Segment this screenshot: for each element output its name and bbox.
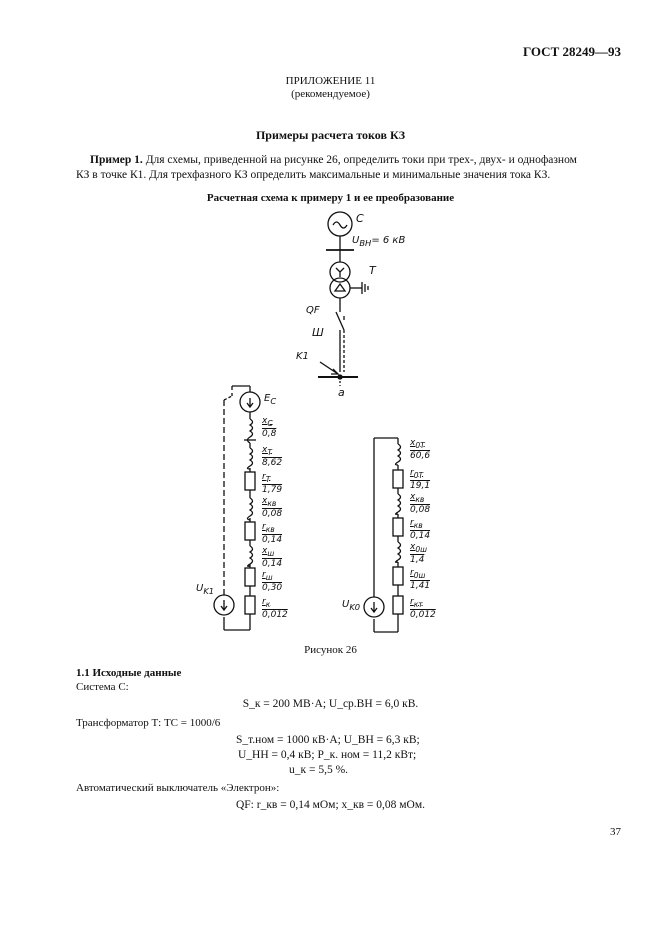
resistor-rkv bbox=[245, 522, 255, 540]
system-formula: S_к = 200 МВ·А; U_ср.ВН = 6,0 кВ. bbox=[242, 698, 419, 710]
appendix-subtitle: (рекомендуемое) bbox=[291, 88, 370, 100]
resistor-rk bbox=[245, 596, 255, 614]
left-elem-6: $r_ш$ 0,30 bbox=[262, 570, 283, 593]
label-source: C bbox=[356, 212, 364, 225]
label-uk0: $U_{K0}$ bbox=[342, 599, 361, 612]
inductor-xsh bbox=[248, 546, 253, 566]
resistor-r0t bbox=[393, 470, 403, 488]
left-elem-4: $r_{кв}$ 0,14 bbox=[262, 522, 283, 545]
label-emf: $E_C$ bbox=[264, 393, 277, 406]
inductor-xkv bbox=[248, 498, 253, 520]
left-elem-7: $r_к$ 0,012 bbox=[262, 597, 288, 620]
right-elem-6: $r_{кт}$ 0,012 bbox=[410, 597, 436, 620]
breaker-label: Автоматический выключатель «Электрон»: bbox=[76, 782, 280, 794]
right-elem-2: $x_{кв}$ 0,08 bbox=[410, 492, 431, 515]
right-elem-3: $r_{кв}$ 0,14 bbox=[410, 518, 431, 541]
label-fault-point: K1 bbox=[296, 351, 309, 362]
label-node: a bbox=[338, 386, 345, 399]
transformer-line-1: S_т.ном = 1000 кВ·А; U_ВН = 6,3 кВ; bbox=[236, 734, 420, 746]
initial-data-heading: 1.1 Исходные данные bbox=[76, 667, 182, 679]
figure-caption: Рисунок 26 bbox=[304, 644, 357, 656]
appendix-title: ПРИЛОЖЕНИЕ 11 bbox=[285, 75, 376, 87]
right-elem-0: $x_{0T}$ 60,6 bbox=[410, 438, 431, 461]
left-elem-0: $x_C$ 0,8 bbox=[262, 416, 277, 439]
resistor-r0sh bbox=[393, 567, 403, 585]
label-voltage: $U_{ВН}= 6$ кВ bbox=[352, 235, 406, 248]
inductor-x0t bbox=[396, 444, 401, 465]
system-label: Система С: bbox=[76, 681, 129, 693]
resistor-rkv-0 bbox=[393, 518, 403, 536]
inductor-xt bbox=[248, 448, 253, 469]
example-text: Для схемы, приведенной на рисунке 26, определить токи при трех-, двух- и однофазном КЗ в точке К1. Для трехфазного КЗ определить максимальные и минимальные значения тока КЗ. bbox=[76, 154, 577, 181]
right-elem-4: $x_{0ш}$ 1,4 bbox=[410, 542, 427, 565]
label-uk1: $U_{K1}$ bbox=[196, 583, 215, 596]
resistor-rsh bbox=[245, 568, 255, 586]
left-elem-5: $x_ш$ 0,14 bbox=[262, 546, 283, 569]
label-bus: Ш bbox=[312, 326, 324, 339]
inductor-xkv-0 bbox=[396, 494, 401, 514]
left-elem-2: $r_T$ 1,79 bbox=[262, 472, 283, 495]
label-breaker: QF bbox=[306, 305, 320, 316]
right-elem-5: $r_{0ш}$ 1,41 bbox=[410, 568, 431, 591]
figure-title: Расчетная схема к примеру 1 и ее преобразование bbox=[206, 192, 455, 204]
transformer-line-3: u_к = 5,5 %. bbox=[289, 764, 349, 776]
label-transformer: T bbox=[369, 264, 376, 277]
section-title: Примеры расчета токов КЗ bbox=[255, 128, 406, 142]
right-elem-1: $r_{0T}$ 19,1 bbox=[410, 468, 431, 491]
left-elem-1: $x_T$ 8,62 bbox=[262, 445, 283, 468]
resistor-rt bbox=[245, 472, 255, 490]
transformer-winding-2 bbox=[330, 278, 350, 298]
left-elem-3: $x_{кв}$ 0,08 bbox=[262, 496, 283, 519]
page-number: 37 bbox=[610, 826, 621, 838]
breaker-formula: QF: r_кв = 0,14 мОм; x_кв = 0,08 мОм. bbox=[235, 799, 426, 811]
inductor-x0sh bbox=[396, 542, 401, 562]
standard-header: ГОСТ 28249—93 bbox=[522, 44, 621, 59]
transformer-line-2: U_НН = 0,4 кВ; P_к. ном = 11,2 кВт; bbox=[238, 749, 417, 761]
resistor-rkt bbox=[393, 596, 403, 614]
transformer-label: Трансформатор Т: ТС = 1000/6 bbox=[76, 717, 221, 729]
example-label: Пример 1. bbox=[90, 154, 143, 166]
